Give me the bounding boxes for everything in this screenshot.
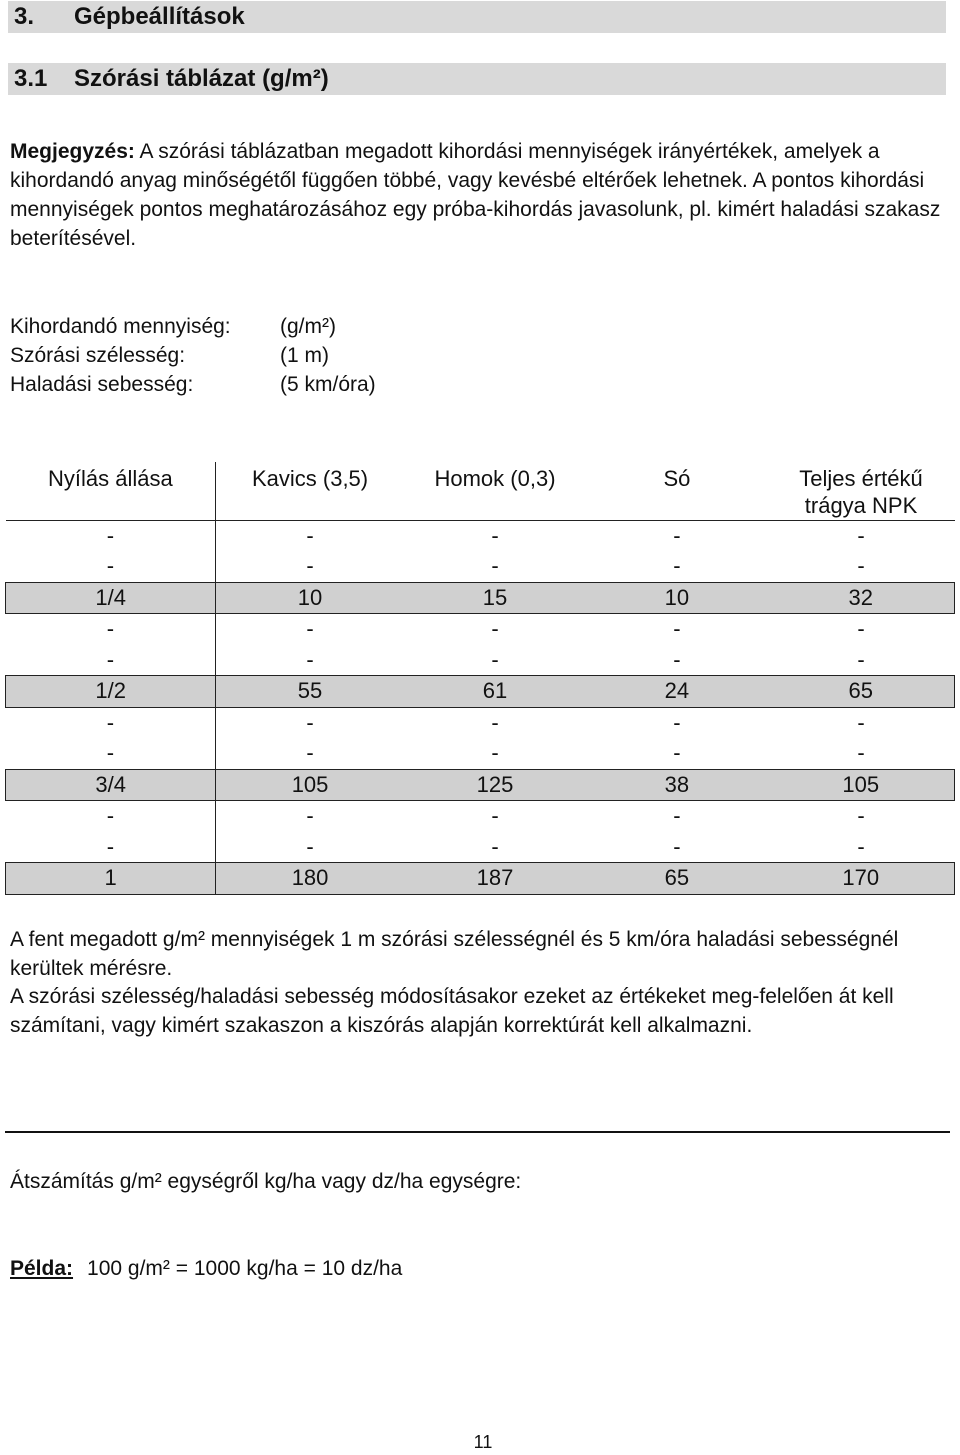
table-row <box>6 769 955 801</box>
table-header-cell: Nyílás állása <box>6 462 216 520</box>
table-cell: 61 <box>404 676 586 708</box>
subsection-title: Szórási táblázat (g/m²) <box>74 65 329 92</box>
table-cell: - <box>673 803 681 829</box>
table-cell: 10 <box>216 582 404 614</box>
table-cell: - <box>673 646 681 672</box>
horizontal-rule <box>5 1131 950 1133</box>
table-cell: 125 <box>404 769 586 801</box>
table-row <box>6 582 955 614</box>
table-cell: - <box>673 833 681 859</box>
table-cell: - <box>306 646 314 672</box>
parameter-row <box>10 341 376 370</box>
table-cell: - <box>6 520 216 551</box>
table-row <box>6 801 955 832</box>
table-cell: 180 <box>216 863 404 895</box>
table-cell: 3/4 <box>6 769 216 801</box>
table-row <box>6 614 955 645</box>
table-body <box>6 520 955 894</box>
table-cell: 1/4 <box>6 582 216 614</box>
table-cell: - <box>857 522 865 548</box>
table-header-cell: Só <box>586 462 767 520</box>
table-row <box>6 738 955 769</box>
table-cell: - <box>306 833 314 859</box>
table-cell: - <box>6 738 216 769</box>
table-cell: - <box>673 616 681 642</box>
table-cell: - <box>6 645 216 676</box>
table-cell: - <box>306 522 314 548</box>
table-cell: - <box>491 709 499 735</box>
section-number: 3. <box>14 3 35 30</box>
subsection-heading <box>8 63 946 95</box>
section-heading <box>8 1 946 33</box>
table-cell: 1/2 <box>6 676 216 708</box>
table-cell: - <box>857 646 865 672</box>
table-cell: - <box>857 553 865 579</box>
table-cell: - <box>6 801 216 832</box>
table-header-cell: Teljes értékű trágya NPK <box>768 462 955 520</box>
example-text: 100 g/m² = 1000 kg/ha = 10 dz/ha <box>87 1257 403 1280</box>
measurement-note: A fent megadott g/m² mennyiségek 1 m szórási szélességnél és 5 km/óra haladási sebességnél kerültek mérésre. <box>10 928 899 980</box>
parameter-label: Kihordandó mennyiség: <box>10 315 231 338</box>
table-cell: - <box>491 646 499 672</box>
table-row <box>6 520 955 551</box>
example-label: Példa: <box>10 1257 74 1280</box>
table-cell: - <box>306 553 314 579</box>
table-cell: 32 <box>768 582 955 614</box>
parameter-value: (1 m) <box>280 344 329 367</box>
table-row <box>6 863 955 895</box>
parameter-label: Haladási sebesség: <box>10 373 194 396</box>
table-cell: 38 <box>586 769 767 801</box>
subsection-number: 3.1 <box>14 65 48 92</box>
adjustment-note: A szórási szélesség/haladási sebesség módosításakor ezeket az értékeket meg-felelően át kell számítani, vagy kimért szakaszon a kiszórás alapján korrektúrát kell alkalmazni. <box>10 985 894 1037</box>
table-row <box>6 645 955 676</box>
table-row <box>6 676 955 708</box>
parameter-label: Szórási szélesség: <box>10 344 186 367</box>
table-cell: - <box>491 522 499 548</box>
table-cell: - <box>491 616 499 642</box>
note-text: A szórási táblázatban megadott kihordási mennyiségek irányértékek, amelyek a kihordandó anyag minőségétől függően többé, vagy kevésbé eltérőek lehetnek. A pontos kihordási mennyiségek pontos meghatározásához egy próba-kihordás javasolunk, pl. kimért haladási szakasz beterítésével. <box>10 140 941 250</box>
page-number: 11 <box>473 1432 493 1452</box>
table-header-cell: Homok (0,3) <box>404 462 586 520</box>
section-title: Gépbeállítások <box>74 3 245 30</box>
table-cell: 170 <box>768 863 955 895</box>
table-cell: 187 <box>404 863 586 895</box>
after-table-text <box>10 926 945 1040</box>
note-paragraph <box>10 137 945 253</box>
table-header-cell: Kavics (3,5) <box>216 462 404 520</box>
conversion-title: Átszámítás g/m² egységről kg/ha vagy dz/ha egységre: <box>10 1170 522 1193</box>
table-cell: - <box>306 709 314 735</box>
table-header-row <box>6 462 955 520</box>
table-cell: - <box>857 740 865 766</box>
table-cell: - <box>857 616 865 642</box>
table-cell: 65 <box>768 676 955 708</box>
table-cell: - <box>673 553 681 579</box>
table-cell: 105 <box>216 769 404 801</box>
table-row <box>6 832 955 863</box>
table-row <box>6 707 955 738</box>
table-cell: - <box>491 833 499 859</box>
table-cell: - <box>6 551 216 582</box>
table-cell: 10 <box>586 582 767 614</box>
parameters-block <box>10 312 376 399</box>
table-cell: - <box>491 553 499 579</box>
table-cell: - <box>857 833 865 859</box>
table-cell: 24 <box>586 676 767 708</box>
table-cell: - <box>6 707 216 738</box>
parameter-value: (5 km/óra) <box>280 373 376 396</box>
parameter-row <box>10 370 376 399</box>
table-cell: 105 <box>768 769 955 801</box>
table-cell: - <box>306 616 314 642</box>
spread-table <box>5 462 955 895</box>
table-cell: - <box>857 803 865 829</box>
parameter-value: (g/m²) <box>280 315 336 338</box>
table-cell: - <box>491 740 499 766</box>
table-cell: 15 <box>404 582 586 614</box>
table-row <box>6 551 955 582</box>
table-cell: - <box>673 709 681 735</box>
parameter-row <box>10 312 376 341</box>
table-cell: 65 <box>586 863 767 895</box>
note-label: Megjegyzés: <box>10 140 135 163</box>
table-cell: - <box>306 740 314 766</box>
table-cell: - <box>491 803 499 829</box>
table-cell: - <box>857 709 865 735</box>
example-line <box>10 1254 402 1283</box>
table-cell: - <box>6 832 216 863</box>
table-cell: 1 <box>6 863 216 895</box>
table-cell: - <box>306 803 314 829</box>
table-cell: 55 <box>216 676 404 708</box>
table-cell: - <box>673 740 681 766</box>
table-cell: - <box>6 614 216 645</box>
table-cell: - <box>673 522 681 548</box>
